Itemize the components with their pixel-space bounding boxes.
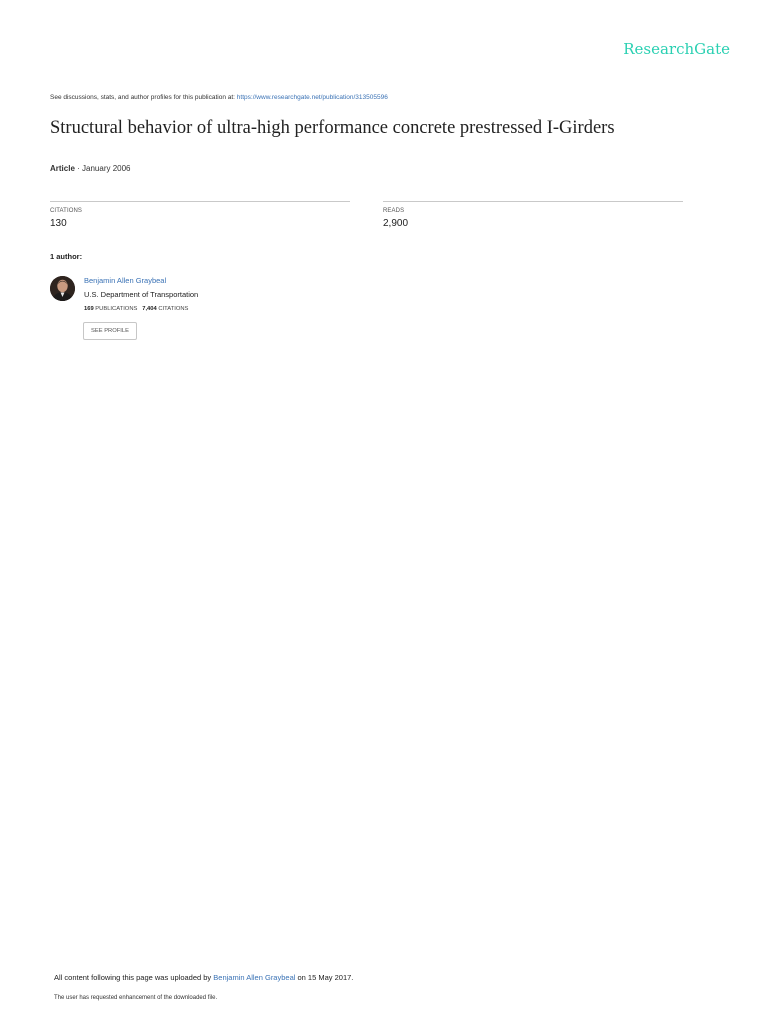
author-avatar[interactable] xyxy=(50,276,75,301)
publication-date: January 2006 xyxy=(82,164,131,173)
discussion-line xyxy=(50,94,388,101)
uploaded-notice xyxy=(54,973,353,982)
publication-title: Structural behavior of ultra-high performance concrete prestressed I-Girders xyxy=(50,118,615,138)
publication-url-link[interactable]: https://www.researchgate.net/publication/313505596 xyxy=(236,94,388,101)
researchgate-logo[interactable]: ResearchGate xyxy=(623,40,730,58)
author-publications-count: 169 xyxy=(84,306,94,312)
citations-label: CITATIONS xyxy=(50,208,83,214)
authors-header: 1 author: xyxy=(50,252,83,261)
author-institution: U.S. Department of Transportation xyxy=(84,290,199,299)
uploaded-prefix: All content following this page was uploaded by xyxy=(54,973,214,982)
uploader-name-link[interactable]: Benjamin Allen Graybeal xyxy=(213,973,296,982)
avatar-photo-icon xyxy=(50,276,75,301)
discussion-text: See discussions, stats, and author profiles for this publication at: xyxy=(50,94,237,101)
enhancement-note: The user has requested enhancement of the downloaded file. xyxy=(54,995,218,1001)
author-citations-count: 7,404 xyxy=(142,306,157,312)
citations-stat xyxy=(50,201,350,229)
reads-label: READS xyxy=(383,208,405,214)
citations-value: 130 xyxy=(50,218,67,229)
publication-meta xyxy=(50,164,131,173)
reads-value: 2,900 xyxy=(383,218,409,229)
author-name-link[interactable]: Benjamin Allen Graybeal xyxy=(84,276,167,285)
meta-separator: · xyxy=(74,164,83,173)
reads-stat xyxy=(383,201,683,229)
author-citations-label: CITATIONS xyxy=(156,306,189,312)
publication-type: Article xyxy=(50,164,75,173)
author-stats xyxy=(84,306,188,312)
uploaded-suffix: on 15 May 2017. xyxy=(295,973,354,982)
see-profile-button[interactable]: SEE PROFILE xyxy=(83,322,137,340)
author-publications-label: PUBLICATIONS xyxy=(93,306,138,312)
